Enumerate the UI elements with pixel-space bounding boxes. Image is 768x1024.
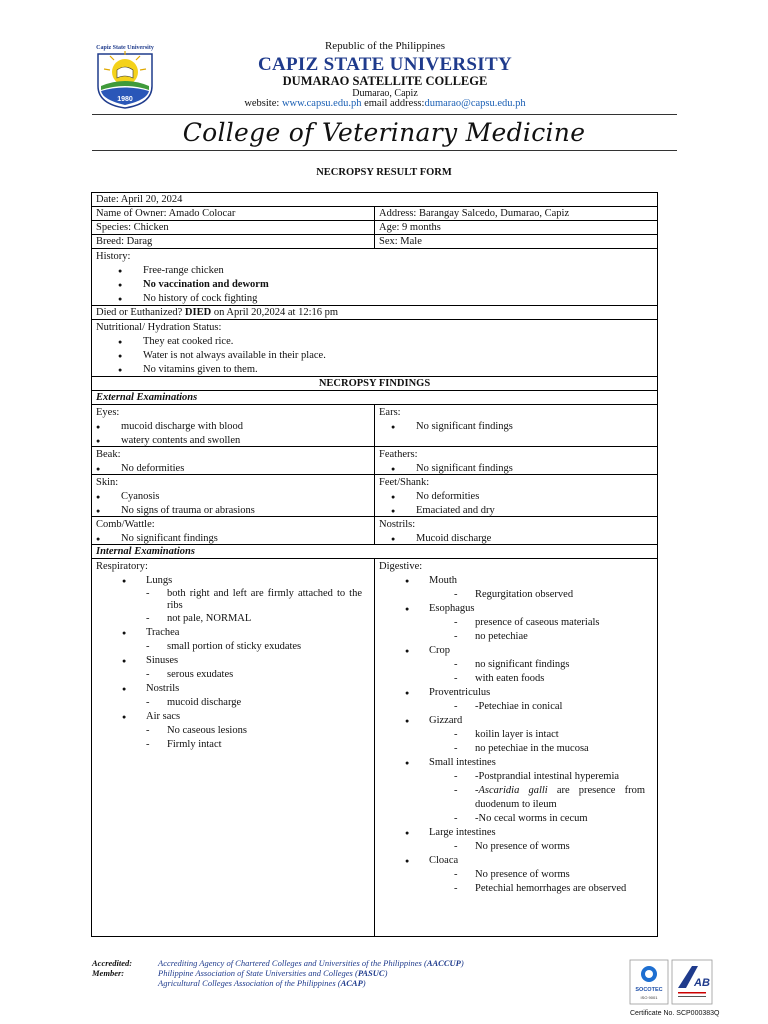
university-name: CAPIZ STATE UNIVERSITY (257, 54, 512, 75)
resp-nostrils-note: - mucoid discharge (92, 696, 370, 710)
beak-label: Beak: (96, 449, 121, 460)
eyes-item: ● watery contents and swollen (92, 434, 370, 446)
death-status: DIED (184, 307, 212, 318)
death-field (92, 306, 657, 319)
contact-line (170, 98, 600, 109)
airsacs-note: - No caseous lesions (92, 724, 370, 738)
college-divider (92, 150, 677, 151)
death-prefix: Died or Euthanized? (96, 307, 185, 318)
breed-row (92, 235, 657, 249)
acap-abbr: ACAP (340, 978, 363, 988)
email-link[interactable]: dumarao@capsu.edu.ph (424, 98, 526, 109)
cloaca-label: ● Cloaca (379, 854, 653, 868)
logo-text: Capiz State University (96, 45, 154, 51)
airsacs-label: ● Air sacs (96, 710, 370, 724)
sinuses-note: - serous exudates (92, 668, 370, 682)
ascaridia-dash: - (475, 785, 479, 796)
trachea-label: ● Trachea (96, 626, 370, 640)
skin-label: Skin: (96, 477, 119, 488)
owner-row (92, 207, 657, 221)
address-field: Address: Barangay Salcedo, Dumarao, Capiz (379, 208, 570, 219)
large-intestines-label: ● Large intestines (379, 826, 653, 840)
external-title: External Examinations (96, 392, 198, 403)
socotec-label: SOCOTEC (635, 987, 663, 993)
esophagus-label: ● Esophagus (379, 602, 653, 616)
crop-label: ● Crop (379, 644, 653, 658)
history-item: ● No history of cock fighting (96, 292, 653, 305)
date-field: Date: April 20, 2024 (96, 194, 183, 205)
website-link[interactable]: www.capsu.edu.ph (281, 98, 362, 109)
death-row (92, 306, 657, 320)
header-divider (92, 114, 677, 115)
crop-note: - no significant findings (379, 658, 653, 672)
history-item: ● No vaccination and deworm (96, 278, 653, 292)
age-field: Age: 9 months (379, 222, 441, 233)
internal-row (92, 559, 657, 936)
small-intestines-note (379, 784, 653, 812)
ascaridia-name: Ascaridia galli (478, 785, 548, 796)
beak-feathers-row (92, 447, 657, 475)
comb-item: ● No significant findings (92, 532, 370, 544)
sex-field: Sex: Male (379, 236, 422, 247)
death-suffix: on April 20,2024 at 12:16 pm (211, 307, 339, 318)
nostrils-label: Nostrils: (379, 519, 416, 530)
skin-item: ● Cyanosis (92, 490, 370, 504)
feathers-label: Feathers: (379, 449, 418, 460)
date-row (92, 193, 657, 207)
internal-title-row (92, 545, 657, 559)
proventriculus-label: ● Proventriculus (379, 686, 653, 700)
satellite-college: DUMARAO SATELLITE COLLEGE (282, 74, 488, 88)
republic-line: Republic of the Philippines (324, 40, 446, 52)
cloaca-note: - No presence of worms (379, 868, 653, 882)
certificate-number: Certificate No. SCP000383Q (630, 1010, 720, 1017)
nutrition-row (92, 320, 657, 377)
eyes-label: Eyes: (96, 407, 120, 418)
member-label: Member: (92, 968, 125, 978)
internal-title: Internal Examinations (96, 546, 195, 557)
small-intestines-note: - -No cecal worms in cecum (379, 812, 653, 826)
history-row (92, 249, 657, 306)
feathers-item: ● No significant findings (375, 462, 653, 474)
trachea-note: - small portion of sticky exudates (92, 640, 370, 654)
nostrils-item: ● Mucoid discharge (375, 532, 653, 544)
respiratory-label: Respiratory: (96, 561, 148, 572)
ears-item: ● No significant findings (375, 420, 653, 434)
history-list (96, 264, 653, 305)
cloaca-note: - Petechial hemorrhages are observed (379, 882, 653, 896)
species-row (92, 221, 657, 235)
history-label: History: (96, 251, 131, 262)
resp-nostrils-label: ● Nostrils (96, 682, 370, 696)
mouth-note: - Regurgitation observed (379, 588, 653, 602)
esophagus-note: - presence of caseous materials (379, 616, 653, 630)
comb-nostrils-row (92, 517, 657, 545)
form-title: NECROPSY RESULT FORM (316, 167, 452, 178)
eyes-item: ● mucoid discharge with blood (92, 420, 370, 434)
ab-label: AB (694, 977, 710, 989)
website-label: website: (244, 98, 282, 109)
history-item: ● Free-range chicken (96, 264, 653, 278)
town-line: Dumarao, Capiz (352, 88, 418, 99)
esophagus-note: - no petechiae (379, 630, 653, 644)
aaccup-abbr: AACCUP (426, 958, 461, 968)
proventriculus-note: - -Petechiae in conical (379, 700, 653, 714)
mouth-label: ● Mouth (379, 574, 653, 588)
owner-field: Name of Owner: Amado Colocar (92, 207, 375, 220)
findings-title-row (92, 377, 657, 391)
gizzard-note: - no petechiae in the mucosa (379, 742, 653, 756)
digestive-label: Digestive: (379, 561, 423, 572)
comb-label: Comb/Wattle: (96, 519, 155, 530)
small-intestines-note: - -Postprandial intestinal hyperemia (379, 770, 653, 784)
footer-accreditation: Accrediting Agency of Chartered Colleges and Universities of the Philippines (AACCUP) (158, 958, 464, 968)
pasuc-abbr: PASUC (357, 968, 385, 978)
necropsy-form-table (91, 192, 658, 937)
gizzard-label: ● Gizzard (379, 714, 653, 728)
footer-acap: Agricultural Colleges Association of the Philippines (ACAP) (158, 978, 366, 988)
ascaridia-text: are presence from duodenum to ileum (475, 785, 645, 810)
lungs-label: ● Lungs (96, 574, 370, 588)
iso-label: ISO 9001 (640, 995, 658, 1000)
email-label: email address: (361, 98, 425, 109)
lungs-note: - both right and left are firmly attached to the ribs (92, 588, 370, 612)
gizzard-note: - koilin layer is intact (379, 728, 653, 742)
skin-item: ● No signs of trauma or abrasions (92, 504, 370, 516)
small-intestines-label: ● Small intestines (379, 756, 653, 770)
beak-item: ● No deformities (92, 462, 370, 474)
nutrition-item: ● They eat cooked rice. (96, 335, 653, 349)
accredited-label: Accredited: (92, 958, 133, 968)
airsacs-note: - Firmly intact (92, 738, 370, 752)
footer-membership: Philippine Association of State Universities and Colleges (PASUC) (158, 968, 388, 978)
breed-field: Breed: Darag (92, 235, 375, 248)
findings-title: NECROPSY FINDINGS (318, 378, 431, 389)
ears-label: Ears: (379, 407, 401, 418)
nutrition-item: ● No vitamins given to them. (96, 363, 653, 376)
respiratory-cell (92, 559, 375, 936)
skin-feet-row (92, 475, 657, 517)
feet-item: ● No deformities (375, 490, 653, 504)
feet-item: ● Emaciated and dry (375, 504, 653, 516)
university-seal-logo (92, 42, 158, 110)
crop-note: - with eaten foods (379, 672, 653, 686)
nutrition-label: Nutritional/ Hydration Status: (96, 322, 222, 333)
college-title: College of Veterinary Medicine (182, 118, 586, 147)
nutrition-item: ● Water is not always available in their place. (96, 349, 653, 363)
sinuses-label: ● Sinuses (96, 654, 370, 668)
nutrition-list (96, 335, 653, 376)
external-title-row (92, 391, 657, 405)
species-field: Species: Chicken (92, 221, 375, 234)
large-intestines-note: - No presence of worms (379, 840, 653, 854)
lungs-note: - not pale, NORMAL (92, 612, 370, 626)
eyes-ears-row (92, 405, 657, 447)
digestive-cell (375, 559, 657, 936)
feet-label: Feet/Shank: (379, 477, 430, 488)
logo-year: 1980 (117, 96, 133, 103)
